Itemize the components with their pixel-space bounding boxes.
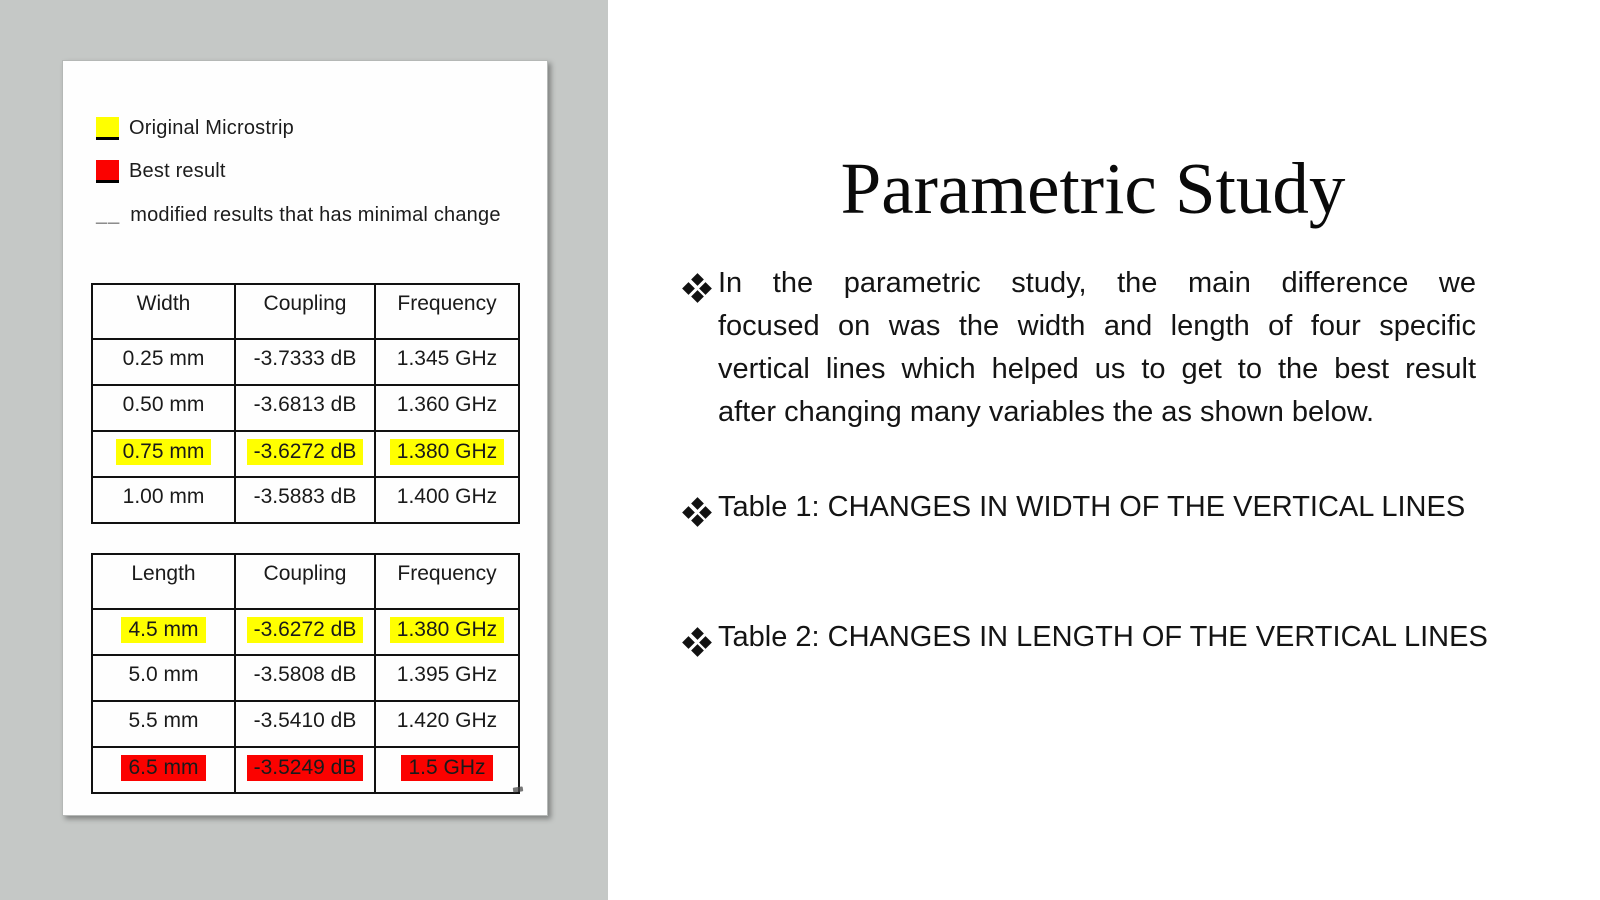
underscore-mark-icon: __ (96, 204, 121, 226)
table-row-highlight-yellow (92, 609, 519, 655)
paragraph-line: after changing many variables the as shown below. (718, 396, 1375, 428)
cell-coupling: -3.5410 dB (235, 701, 375, 747)
length-table (91, 553, 520, 794)
bullet-paragraph (684, 262, 1476, 434)
table-header-row (92, 284, 519, 339)
cell-length (92, 609, 235, 655)
highlighted-value: 1.380 GHz (390, 617, 504, 643)
cell-coupling: -3.5808 dB (235, 655, 375, 701)
highlighted-value: 1.5 GHz (401, 755, 492, 781)
highlighted-value: -3.6272 dB (247, 617, 364, 643)
highlighted-value: 1.380 GHz (390, 439, 504, 465)
width-table (91, 283, 520, 524)
column-header: Coupling (235, 554, 375, 609)
bullet-table2-caption (684, 616, 1488, 659)
cell-frequency (375, 609, 519, 655)
diamond-bullet-icon (684, 499, 710, 525)
paragraph-line: In the parametric study, the main difference we (718, 267, 1476, 299)
legend-item-original (96, 117, 294, 140)
legend-label: Original Microstrip (129, 117, 294, 139)
smudge-mark (513, 786, 524, 792)
cell-frequency: 1.345 GHz (375, 339, 519, 385)
yellow-swatch-icon (96, 117, 119, 140)
cell-width: 0.25 mm (92, 339, 235, 385)
caption-text: Table 1: CHANGES IN WIDTH OF THE VERTICAL LINES (718, 491, 1466, 523)
table-row (92, 701, 519, 747)
column-header: Coupling (235, 284, 375, 339)
column-header: Length (92, 554, 235, 609)
table-row (92, 655, 519, 701)
table-header-row (92, 554, 519, 609)
cell-frequency: 1.400 GHz (375, 477, 519, 523)
cell-coupling (235, 431, 375, 477)
highlighted-value: 0.75 mm (116, 439, 212, 465)
highlighted-value: -3.6272 dB (247, 439, 364, 465)
table-row (92, 339, 519, 385)
legend-item-modified (96, 204, 501, 227)
cell-coupling: -3.6813 dB (235, 385, 375, 431)
diamond-bullet-icon (684, 629, 710, 655)
table-row (92, 385, 519, 431)
paragraph-line: vertical lines which helped us to get to the best result (718, 353, 1476, 385)
slide-content-pane (608, 0, 1600, 900)
cell-width: 0.50 mm (92, 385, 235, 431)
cell-frequency: 1.360 GHz (375, 385, 519, 431)
cell-length: 5.5 mm (92, 701, 235, 747)
cell-frequency (375, 747, 519, 793)
highlighted-value: -3.5249 dB (247, 755, 364, 781)
caption-text: Table 2: CHANGES IN LENGTH OF THE VERTICAL LINES (718, 621, 1488, 653)
cell-coupling (235, 747, 375, 793)
page-title: Parametric Study (840, 148, 1346, 229)
paragraph-line: focused on was the width and length of four specific (718, 310, 1476, 342)
table-row-highlight-yellow (92, 431, 519, 477)
column-header: Frequency (375, 284, 519, 339)
cell-width (92, 431, 235, 477)
bullet-table1-caption (684, 486, 1476, 529)
diamond-bullet-icon (684, 275, 710, 301)
table-row (92, 477, 519, 523)
cell-frequency: 1.420 GHz (375, 701, 519, 747)
figure-image (62, 60, 548, 816)
legend-label: Best result (129, 160, 226, 182)
cell-coupling: -3.5883 dB (235, 477, 375, 523)
legend-label: modified results that has minimal change (130, 204, 501, 226)
highlighted-value: 4.5 mm (121, 617, 205, 643)
cell-width: 1.00 mm (92, 477, 235, 523)
red-swatch-icon (96, 160, 119, 183)
cell-length (92, 747, 235, 793)
table-row-highlight-red (92, 747, 519, 793)
cell-coupling: -3.7333 dB (235, 339, 375, 385)
cell-length: 5.0 mm (92, 655, 235, 701)
highlighted-value: 6.5 mm (121, 755, 205, 781)
cell-frequency: 1.395 GHz (375, 655, 519, 701)
column-header: Frequency (375, 554, 519, 609)
cell-frequency (375, 431, 519, 477)
legend-item-best (96, 160, 226, 183)
column-header: Width (92, 284, 235, 339)
figure-pane (0, 0, 608, 900)
cell-coupling (235, 609, 375, 655)
